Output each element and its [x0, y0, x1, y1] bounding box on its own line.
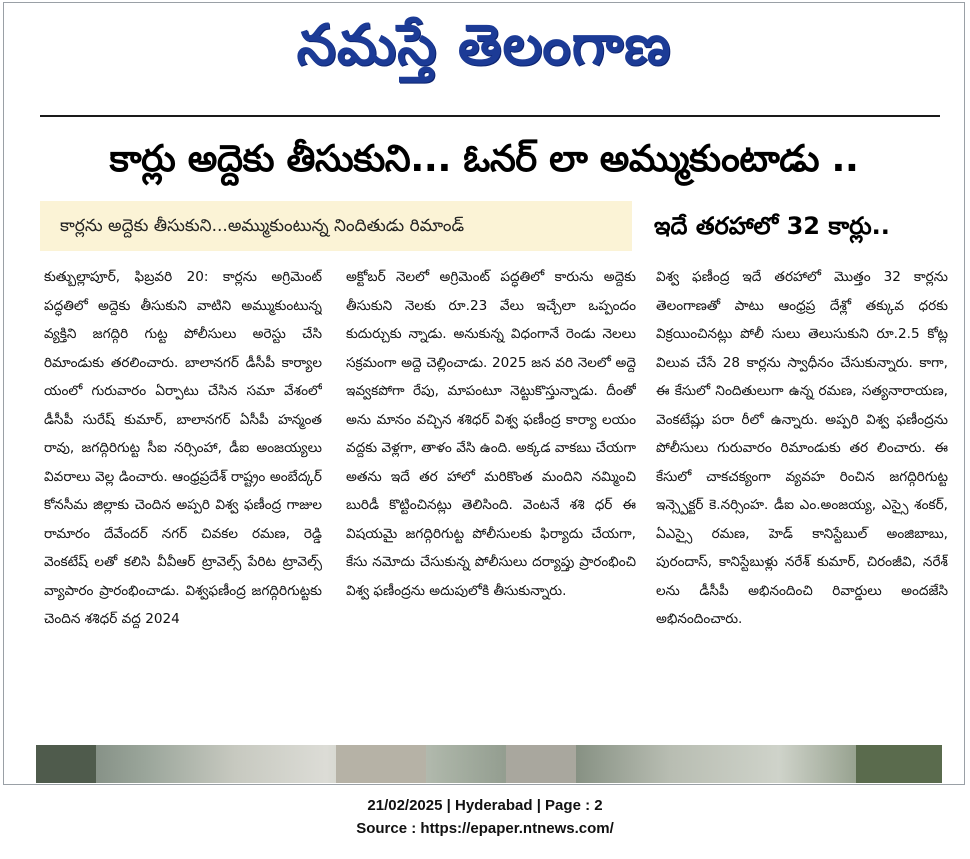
photo-bridge-pillar	[336, 745, 426, 783]
article-subhead: కార్లను అద్దెకు తీసుకుని...అమ్ముకుంటున్న నిందితుడు రిమాండ్	[40, 201, 632, 251]
article-column-3: విశ్వ ఫణీంద్ర ఇదే తరహాలో మొత్తం 32 కార్లను తెలంగాణతో పాటు ఆంధ్రప్ర దేశ్లో తక్కువ ధరకు విక్రయించినట్లు పోలీ సులు తెలుసుకుని రూ.2.5 కోట్ల విలువ చేసే 28 కార్లను స్వాధీనం చేసుకున్నారు. కాగా, ఈ కేసులో నిందితులుగా ఉన్న రమణ, సత్యనారాయణ, వెంకటేష్లు పరా రీలో ఉన్నారు. అప్పరి విశ్వ ఫణీంద్రను పోలీసులు గురువారం రిమాండుకు తర లించారు. ఈ కేసులో చాకచక్యంగా వ్యవహ రించిన జగద్గిరిగుట్ట ఇన్స్పెక్టర్ కె.నర్సింహ. డీఐ ఎం.అంజయ్య, ఎస్సై శంకర్, ఏఎస్సై రమణ, హెడ్ కానిస్టేబుల్ అంజిబాబు, పురందాస్, కానిస్టేబుళ్లు నరేశ్ కుమార్, చిరంజీవి, నరేశ్ లను డీసీపీ అభినందించి రివార్డులు అందజేసి అభినందించారు.	[656, 269, 948, 627]
article-photo-strip	[36, 745, 942, 783]
side-subheading: ఇదే తరహాలో 32 కార్లు..	[654, 212, 890, 240]
article-column-1: కుత్బుల్లాపూర్, ఫిబ్రవరి 20: కార్లను అగ్రిమెంట్ పద్ధతిలో అద్దెకు తీసుకుని వాటిని అమ్ముకుంటున్న వ్యక్తిని జగద్గిరి గుట్ట పోలీసులు అరెస్టు చేసి రిమాండుకు తరలించారు. బాలానగర్ డీసీపీ కార్యాల యంలో గురువారం ఏర్పాటు చేసిన సమా వేశంలో డీసీపీ సురేష్ కుమార్, బాలానగర్ ఏసీపీ హన్మంత రావు, జగద్గిరిగుట్ట సీఐ నర్సింహా, డీఐ అంజయ్యలు వివరాలు వెల్ల డించారు. ఆంధ్రప్రదేశ్ రాష్ట్రం అంబేద్కర్ కోనసీమ జిల్లాకు చెందిన అప్పరి విశ్వ ఫణీంద్ర గాజుల రామారం దేవేందర్ నగర్ చివకల రమణ, రెడ్డి వెంకటేష్ లతో కలిసి వీవీఆర్ ట్రావెల్స్ పేరిట ట్రావెల్స్ వ్యాపారం ప్రారంభించాడు. విశ్వఫణీంద్ర జగద్గిరిగుట్టకు చెందిన శశిధర్ వద్ద 2024	[44, 269, 322, 627]
epaper-clipping	[3, 2, 965, 785]
article-column-2: అక్టోబర్ నెలలో అగ్రిమెంట్ పద్ధతిలో కారును అద్దెకు తీసుకుని నెలకు రూ.23 వేలు ఇచ్చేలా ఒప్పందం కుదుర్చుకు న్నాడు. అనుకున్న విధంగానే రెండు నెలలు సక్రమంగా అద్దె చెల్లించాడు. 2025 జన వరి నెలలో అద్దె ఇవ్వకపోగా రేపు, మాపంటూ నెట్టుకొస్తున్నాడు. దీంతో అను మానం వచ్చిన శశిధర్ విశ్వ ఫణీంద్ర కార్యా లయం వద్దకు వెళ్లగా, తాళం వేసి ఉంది. అక్కడ వాకబు చేయగా అతను ఇదే తర హాలో మరికొంత మందిని నమ్మించి బురిడీ కొట్టించినట్లు తెలిసింది. వెంటనే శశి ధర్ ఈ విషయమై జగద్గిరిగుట్ట పోలీసులకు ఫిర్యాదు చేయగా, కేసు నమోదు చేసుకున్న పోలీసులు దర్యాప్తు ప్రారంభించి విశ్వ ఫణీంద్రను అదుపులోకి తీసుకున్నారు.	[346, 269, 636, 599]
photo-trees-right	[856, 745, 942, 783]
photo-dark-left	[36, 745, 96, 783]
headline-divider	[40, 115, 940, 117]
footer-date-page: 21/02/2025 | Hyderabad | Page : 2	[367, 797, 603, 814]
article-headline: కార్లు అద్దెకు తీసుకుని... ఓనర్ లా అమ్ముకుంటాడు ..	[109, 137, 859, 180]
newspaper-masthead: నమస్తే తెలంగాణ	[296, 12, 672, 78]
footer-source: Source : https://epaper.ntnews.com/	[356, 820, 614, 837]
photo-bridge-pillar	[506, 745, 576, 783]
